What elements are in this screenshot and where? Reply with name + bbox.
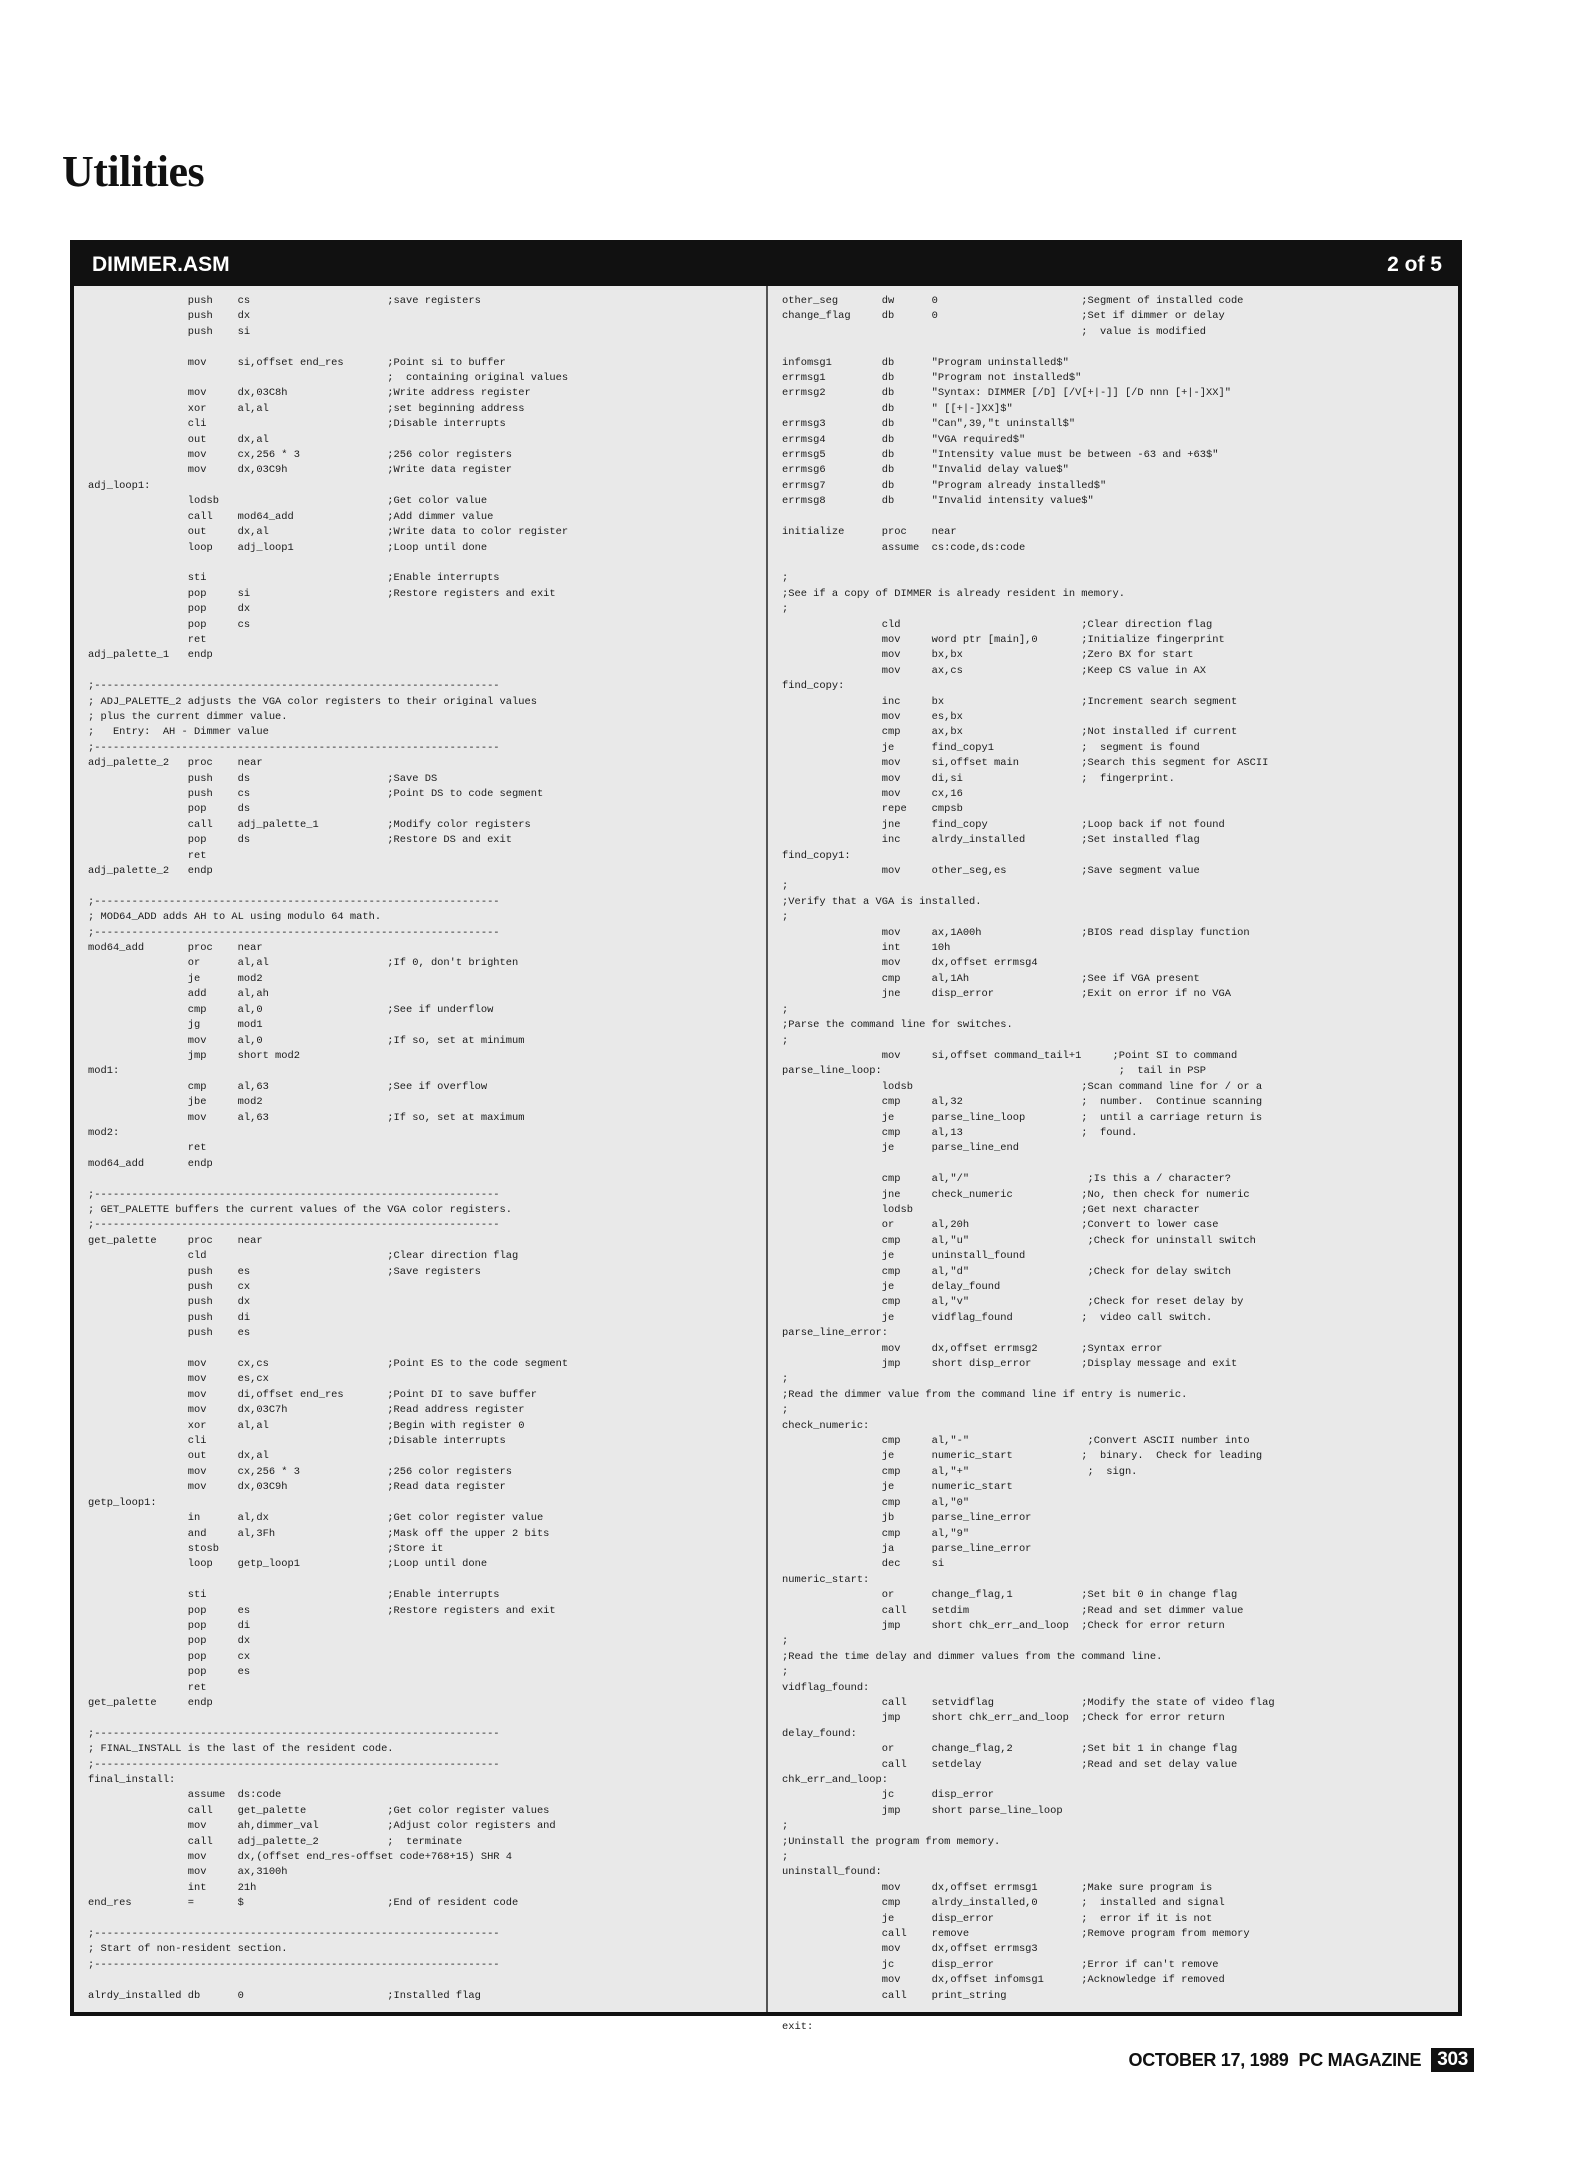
listing-page-indicator: 2 of 5 [1387, 253, 1442, 276]
right-code-text: other_seg dw 0 ;Segment of installed code change_flag db 0 ;Set if dimmer or delay ; value is modified infomsg1 db "Program uninstalled$" errmsg1 db "Program not installed$" errmsg2 db "Syntax: DIMMER [/D] [/V[+|-]] [/D nnn [+|-]XX]" db " [[+|-]XX]$" errmsg3 db "Can",39,"t uninstall$" errmsg4 db "VGA required$" errmsg5 db "Intensity value must be between -63 and +63$" errmsg6 db "Invalid delay value$" errmsg7 db "Program already installed$" errmsg8 db "Invalid intensity value$" initialize proc near assume cs:code,ds:code ; ;See if a copy of DIMMER is already resident in memory. ; cld ;Clear direction flag mov word ptr [main],0 ;Initialize fingerprint mov bx,bx ;Zero BX for start mov ax,cs ;Keep CS value in AX find_copy: inc bx ;Increment search segment mov es,bx cmp ax,bx ;Not installed if current je find_copy1 ; segment is found mov si,offset main ;Search this segment for ASCII mov di,si ; fingerprint. mov cx,16 repe cmpsb jne find_copy ;Loop back if not found inc alrdy_installed ;Set installed flag find_copy1: mov other_seg,es ;Save segment value ; ;Verify that a VGA is installed. ; mov ax,1A00h ;BIOS read display function int 10h mov dx,offset errmsg4 cmp al,1Ah ;See if VGA present jne disp_error ;Exit on error if no VGA ; ;Parse the command line for switches. ; mov si,offset command_tail+1 ;Point SI to command parse_line_loop: ; tail in PSP lodsb ;Scan command line for / or a cmp al,32 ; number. Continue scanning je parse_line_loop ; until a carriage return is cmp al,13 ; found. je parse_line_end cmp al,"/" ;Is this a / character? jne check_numeric ;No, then check for numeric lodsb ;Get next character or al,20h ;Convert to lower case cmp al,"u" ;Check for uninstall switch je uninstall_found cmp al,"d" ;Check for delay switch je delay_found cmp al,"v" ;Check for reset delay by je vidflag_found ; video call switch. parse_line_error: mov dx,offset errmsg2 ;Syntax error jmp short disp_error ;Display message and exit ; ;Read the dimmer value from the command line if entry is numeric. ; check_numeric: cmp al,"-" ;Convert ASCII number into je numeric_start ; binary. Check for leading cmp al,"+" ; sign. je numeric_start cmp al,"0" jb parse_line_error cmp al,"9" ja parse_line_error dec si numeric_start: or change_flag,1 ;Set bit 0 in change flag call setdim ;Read and set dimmer value jmp short chk_err_and_loop ;Check for error return ; ;Read the time delay and dimmer values from the command line. ; vidflag_found: call setvidflag ;Modify the state of video flag jmp short chk_err_and_loop ;Check for error return delay_found: or change_flag,2 ;Set bit 1 in change flag call setdelay ;Read and set delay value chk_err_and_loop: jc disp_error jmp short parse_line_loop ; ;Uninstall the program from memory. ; uninstall_found: mov dx,offset errmsg1 ;Make sure program is cmp alrdy_installed,0 ; installed and signal je disp_error ; error if it is not call remove ;Remove program from memory mov dx,offset errmsg3 jc disp_error ;Error if can't remove mov dx,offset infomsg1 ;Acknowledge if removed call print_string exit: [782, 295, 1275, 2033]
left-code-text: push cs ;save registers push dx push si mov si,offset end_res ;Point si to buffer ; containing original values mov dx,03C8h ;Write address register xor al,al ;set beginning address cli ;Disable interrupts out dx,al mov cx,256 * 3 ;256 color registers mov dx,03C9h ;Write data register adj_loop1: lodsb ;Get color value call mod64_add ;Add dimmer value out dx,al ;Write data to color register loop adj_loop1 ;Loop until done sti ;Enable interrupts pop si ;Restore registers and exit pop dx pop cs ret adj_palette_1 endp ;----------------------------------------------------------------- ; ADJ_PALETTE_2 adjusts the VGA color registers to their original values ; plus the current dimmer value. ; Entry: AH - Dimmer value ;----------------------------------------------------------------- adj_palette_2 proc near push ds ;Save DS push cs ;Point DS to code segment pop ds call adj_palette_1 ;Modify color registers pop ds ;Restore DS and exit ret adj_palette_2 endp ;----------------------------------------------------------------- ; MOD64_ADD adds AH to AL using modulo 64 math. ;----------------------------------------------------------------- mod64_add proc near or al,al ;If 0, don't brighten je mod2 add al,ah cmp al,0 ;See if underflow jg mod1 mov al,0 ;If so, set at minimum jmp short mod2 mod1: cmp al,63 ;See if overflow jbe mod2 mov al,63 ;If so, set at maximum mod2: ret mod64_add endp ;----------------------------------------------------------------- ; GET_PALETTE buffers the current values of the VGA color registers. ;----------------------------------------------------------------- get_palette proc near cld ;Clear direction flag push es ;Save registers push cx push dx push di push es mov cx,cs ;Point ES to the code segment mov es,cx mov di,offset end_res ;Point DI to save buffer mov dx,03C7h ;Read address register xor al,al ;Begin with register 0 cli ;Disable interrupts out dx,al mov cx,256 * 3 ;256 color registers mov dx,03C9h ;Read data register getp_loop1: in al,dx ;Get color register value and al,3Fh ;Mask off the upper 2 bits stosb ;Store it loop getp_loop1 ;Loop until done sti ;Enable interrupts pop es ;Restore registers and exit pop di pop dx pop cx pop es ret get_palette endp ;----------------------------------------------------------------- ; FINAL_INSTALL is the last of the resident code. ;----------------------------------------------------------------- final_install: assume ds:code call get_palette ;Get color register values mov ah,dimmer_val ;Adjust color registers and call adj_palette_2 ; terminate mov dx,(offset end_res-offset code+768+15) SHR 4 mov ax,3100h int 21h end_res = $ ;End of resident code ;----------------------------------------------------------------- ; Start of non-resident section. ;----------------------------------------------------------------- alrdy_installed db 0 ;Installed flag [88, 295, 569, 2002]
page-footer [1129, 2048, 1474, 2072]
footer-magazine: PC MAGAZINE [1298, 2049, 1422, 2070]
listing-columns [74, 286, 1458, 2033]
listing-header [74, 244, 1458, 286]
page-number: 303 [1431, 2048, 1474, 2072]
left-code-column [74, 286, 766, 2012]
section-title: Utilities [62, 147, 205, 196]
listing-filename: DIMMER.ASM [92, 253, 230, 276]
footer-date: OCTOBER 17, 1989 [1128, 2049, 1289, 2070]
right-code-column [766, 286, 1458, 2033]
code-listing [70, 240, 1462, 2033]
